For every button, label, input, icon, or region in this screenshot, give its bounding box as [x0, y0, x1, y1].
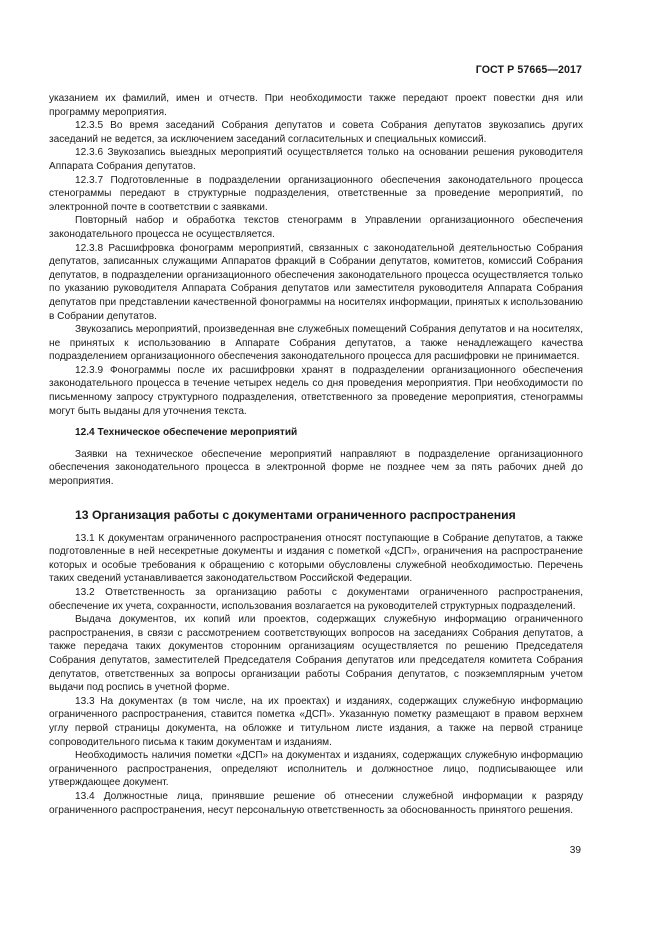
- paragraph-document-issuance: Выдача документов, их копий или проектов, содержащих служебную информацию ограниченного распространения, в связи с рассмотрением соответствующих вопросов на заседаниях Собрания депутатов, а также передача таких документов сторонним организациям осуществляется по решению Председателя Собрания депутатов, заместителей Председателя Собрания депутатов или председателя комитета Собрания депутатов, ответственных за вопросы организации работы Собрания депутатов, с поэкземплярным учетом выдачи под роспись в учетной форме.: [49, 614, 583, 694]
- paragraph-12-3-6: 12.3.6 Звукозапись выездных мероприятий осуществляется только на основании решения руководителя Аппарата Собрания депутатов.: [49, 147, 583, 172]
- subsection-heading-12-4: 12.4 Техническое обеспечение мероприятий: [75, 427, 298, 439]
- standard-header: ГОСТ Р 57665—2017: [475, 64, 582, 76]
- paragraph-continuation: указанием их фамилий, имен и отчеств. При необходимости также передают проект повестки дня или программу мероприятия.: [49, 93, 583, 118]
- paragraph-12-3-8: 12.3.8 Расшифровка фонограмм мероприятий, связанных с законодательной деятельностью Собрания депутатов, записанных служащими Аппаратов фракций в Собрании депутатов, комитетов, комиссий Собрания депутатов, в подразделении организационного обеспечения законодательного процесса осуществляется только по указанию руководителя Аппарата Собрания депутатов или заместителя руководителя Аппарата Собрания депутатов при представлении качественной фонограммы на носителях информации, принятых к использованию в Собрании депутатов.: [49, 242, 583, 322]
- paragraph-retyping: Повторный набор и обработка текстов стенограмм в Управлении организационного обеспечения законодательного процесса не осуществляется.: [49, 215, 583, 240]
- document-body: [49, 92, 583, 817]
- paragraph-13-1: 13.1 К документам ограниченного распространения относят поступающие в Собрание депутатов, а также подготовленные в ней несекретные документы и издания с пометкой «ДСП», ограничения на распространение которых и особые требования к обращению с которыми обусловлены служебной необходимостью. Перечень таких сведений устанавливается законодательством Российской Федерации.: [49, 532, 583, 585]
- paragraph-12-3-5: 12.3.5 Во время заседаний Собрания депутатов и совета Собрания депутатов звукозапись других заседаний не ведется, за исключением заседаний согласительных и специальных комиссий.: [49, 120, 583, 145]
- paragraph-12-3-7: 12.3.7 Подготовленные в подразделении организационного обеспечения законодательного процесса стенограммы передают в структурные подразделения, ответственные за проведение мероприятий, по электронной почте в соответствии с заявками.: [49, 174, 583, 213]
- paragraph-13-4: 13.4 Должностные лица, принявшие решение об отнесении служебной информации к разряду ограниченного распространения, несут персональную ответственность за обоснованность принятого решения.: [49, 790, 583, 816]
- paragraph-13-3: 13.3 На документах (в том числе, на их проектах) и изданиях, содержащих служебную информацию ограниченного распространения, ставится пометка «ДСП». Указанную пометку размещают в правом верхнем углу первой страницы документа, на обложке и титульном листе издания, а также на первой странице сопроводительного письма к таким документам и изданиям.: [49, 695, 583, 748]
- paragraph-audio-outside: Звукозапись мероприятий, произведенная вне служебных помещений Собрания депутатов и на носителях, не принятых к использованию в Аппарате Собрания депутатов, а также ненадлежащего качества подразделением организационного обеспечения законодательного процесса для расшифровки не принимается.: [49, 324, 583, 363]
- paragraph-12-3-9: 12.3.9 Фонограммы после их расшифровки хранят в подразделении организационного обеспечения законодательного процесса в течение четырех недель со дня проведения мероприятия. При необходимости по письменному запросу структурного подразделения, ответственного за проведение мероприятия, стенограммы могут быть выданы для уточнения текста.: [49, 364, 583, 417]
- section-heading-13: 13 Организация работы с документами ограниченного распространения: [75, 507, 516, 522]
- paragraph-tech-requests: Заявки на техническое обеспечение мероприятий направляют в подразделение организационного обеспечения законодательного процесса в электронной форме не позднее чем за пять рабочих дней до мероприятия.: [49, 448, 583, 488]
- paragraph-13-2: 13.2 Ответственность за организацию работы с документами ограниченного распространения, обеспечение их учета, сохранности, использования возлагается на руководителей структурных подразделений.: [49, 587, 583, 612]
- paragraph-dsp-necessity: Необходимость наличия пометки «ДСП» на документах и изданиях, содержащих служебную информацию ограниченного распространения, определяют исполнитель и должностное лицо, подписывающее или утверждающее документ.: [49, 750, 583, 789]
- page-number: 39: [569, 845, 581, 856]
